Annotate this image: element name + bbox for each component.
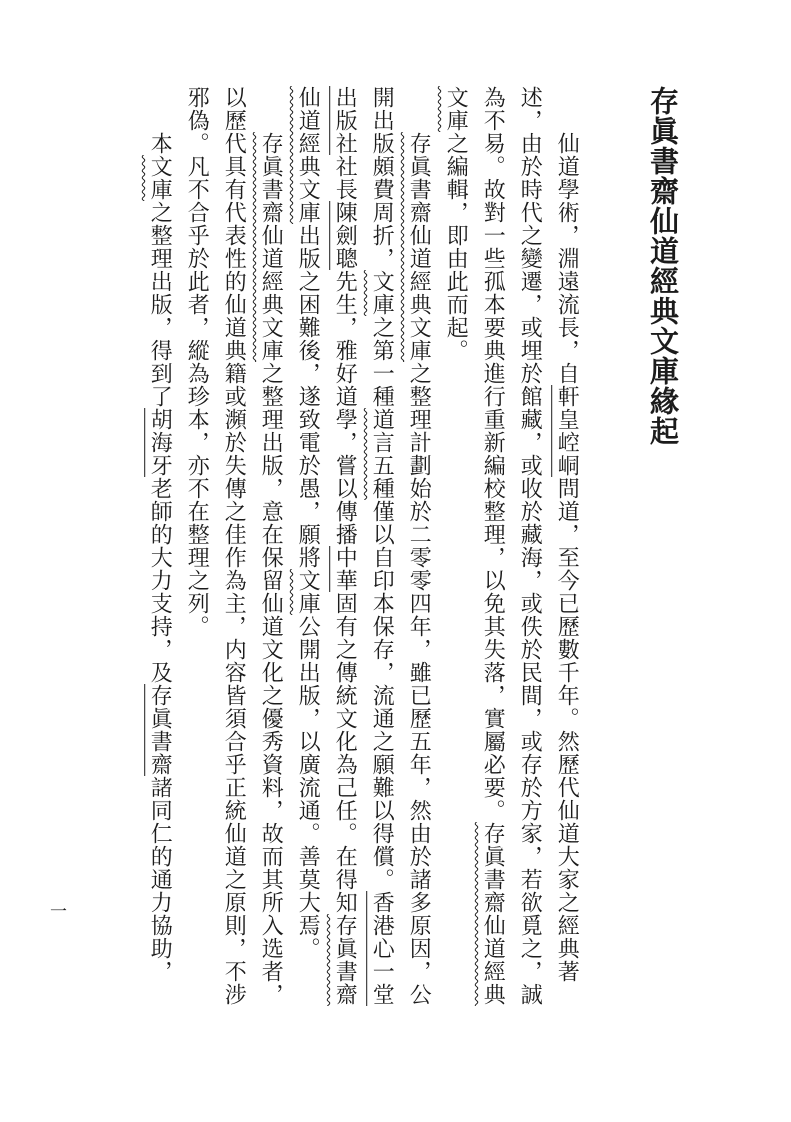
text-segment: 老師的大力支持，及 [148,477,174,684]
text-segment: 諸同仁的通力協助， [148,776,174,983]
page-content [142,86,679,1011]
body-text [142,86,586,1011]
proper-noun-marked-text: 存眞書齋 [148,684,174,776]
paragraph [438,86,586,1011]
text-segment: 公開出版，以廣流通。善莫大焉。 [296,615,322,960]
proper-noun-marked-text: 軒皇 [555,385,581,431]
text-segment: 之整理出版，得到了 [148,201,174,408]
text-segment: 之整理計劃始於二零零四年，雖已歷五年，然由於諸多原因，公開出版頗費周折， [370,86,433,1006]
text-segment: 仙道學術，淵遠流長，自 [555,132,581,385]
paragraph [179,86,290,1011]
paragraph [142,86,179,1011]
book-title-marked-text: 存眞書齋仙道經典文庫 [444,86,507,1006]
book-title-marked-text: 文庫 [370,270,396,316]
book-title-marked-text: 文庫 [296,569,322,615]
book-title-marked-text: 道言五種 [370,408,396,500]
book-title-marked-text: 存眞書齋仙道經典文庫 [259,132,285,362]
text-segment: 社長 [333,155,359,201]
text-segment: 之整理出版，意在保留仙道文化之優秀資料，故而其所入选者，以歷代具有代表性的仙道典籍或瀕於失傳之佳作為主，内容皆須合乎正統仙道之原則，不涉邪偽。凡不合乎於此者，縱為珍本，亦不在整理之列。 [185,86,285,1006]
proper-noun-marked-text: 心一堂出版社 [333,86,396,1006]
proper-noun-marked-text: 陳劍聰 [333,201,359,270]
page-number: 一 [50,902,67,921]
text-segment: 之編輯，即由此而起。 [444,132,470,362]
text-segment: 之第一種 [370,316,396,408]
text-segment: 先生，雅好道學，嘗以傳播 [333,270,359,546]
book-title-marked-text: 存眞書齋仙道經典文庫 [296,86,359,1006]
proper-noun-marked-text: 崆峒 [555,431,581,477]
book-title-marked-text: 存眞書齋仙道經典文庫 [407,132,433,362]
paragraph [290,86,438,1011]
proper-noun-marked-text: 香港 [370,891,396,937]
text-segment: 固有之傳統文化為己任。在得知 [333,592,359,914]
book-title-marked-text: 文庫 [148,155,174,201]
page-title: 存眞書齋仙道經典文庫緣起 [646,86,678,446]
proper-noun-marked-text: 中華 [333,546,359,592]
proper-noun-marked-text: 胡海牙 [148,408,174,477]
text-segment: 本 [148,132,174,155]
text-segment: 問道，至今已歷數千年。然歷代仙道大家之經典著述，由於時代之變遷，或埋於館藏，或收於藏海，或佚於民間，或存於方家，若欲覓之，誠為不易。故對一些孤本要典進行重新編校整理，以免其失落，實屬必要。 [481,86,581,1006]
text-segment: 僅以自印本保存，流通之願難以得償。 [370,500,396,891]
text-segment: 出版之困難後，遂致電於愚，願將 [296,224,322,569]
